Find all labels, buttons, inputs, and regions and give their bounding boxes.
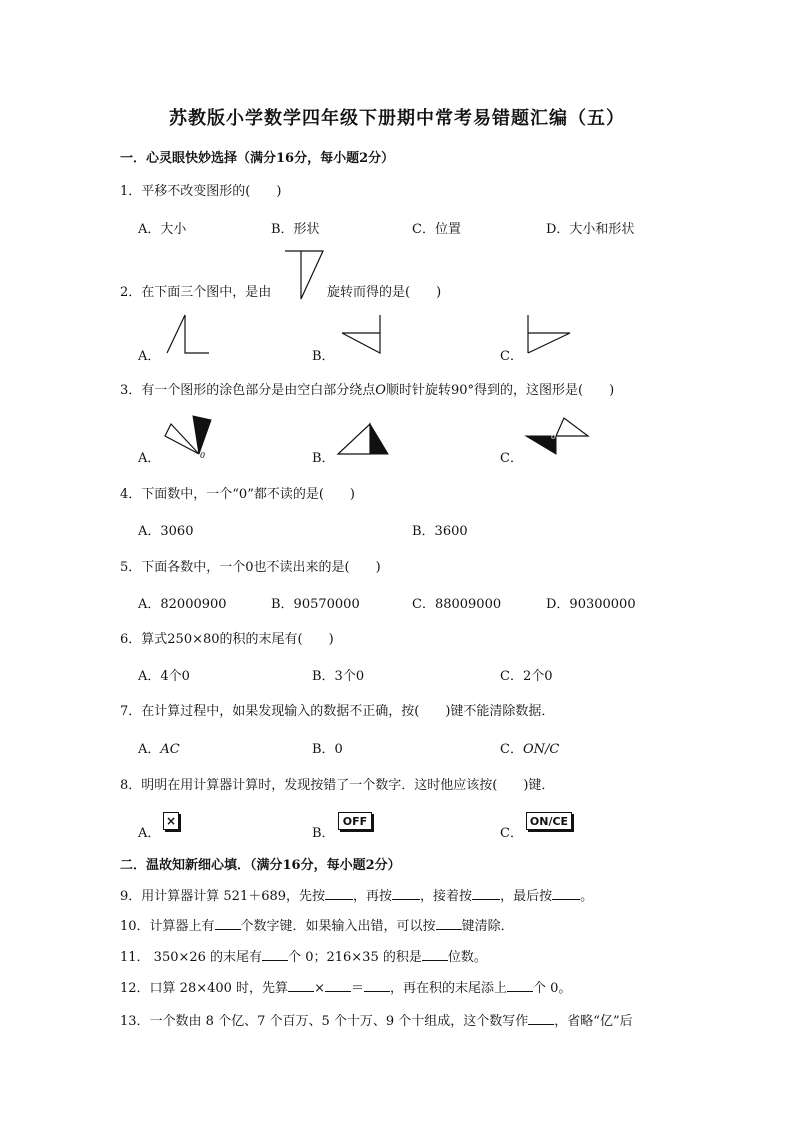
question-6-option-c: C．2个0: [500, 669, 553, 684]
question-1-option-d: D．大小和形状: [546, 222, 635, 237]
question-7-stem: 7．在计算过程中，如果发现输入的数据不正确，按( )键不能清除数据．: [120, 704, 555, 719]
question-9-text-2: ，再按: [353, 889, 393, 904]
question-3-figure-c: [524, 414, 592, 458]
question-5-option-a: A．82000900: [138, 597, 227, 612]
question-9-text-1: 9．用计算器计算 521＋689，先按: [120, 889, 326, 904]
question-8-option-a: A．: [138, 826, 161, 841]
question-11-text-3: 位数。: [447, 950, 487, 965]
answer-blank[interactable]: [288, 979, 314, 992]
question-12-text-5: 个 0。: [533, 981, 572, 996]
question-12-text-2: ×: [314, 981, 325, 996]
question-13-text-1: 13．一个数由 8 个亿、7 个百万、5 个十万、9 个十组成，这个数写作: [120, 1014, 529, 1029]
answer-blank[interactable]: [436, 917, 462, 930]
question-12-text-1: 12．口算 28×400 时，先算: [120, 981, 289, 996]
answer-blank[interactable]: [507, 979, 533, 992]
answer-blank[interactable]: [215, 917, 241, 930]
answer-blank[interactable]: [325, 979, 351, 992]
question-5-option-d: D．90300000: [546, 597, 636, 612]
question-7-option-a: [138, 738, 180, 757]
question-2-option-b: B．: [312, 349, 335, 364]
question-11-text-2: 个 0；216×35 的积是: [288, 950, 422, 965]
question-1-option-c: C．位置: [412, 222, 461, 237]
question-9-text-3: ，接着按: [420, 889, 473, 904]
section-heading-fill-in: 二．温故知新细心填．（满分16分，每小题2分）: [120, 858, 401, 873]
question-9-text-5: 。: [580, 889, 594, 904]
question-2-reference-figure: [283, 249, 325, 301]
question-2-stem-start: 2．在下面三个图中，是由: [120, 285, 272, 300]
question-2-stem-end: 旋转而得的是( ): [327, 285, 442, 300]
question-3-figure-b: [336, 420, 392, 460]
question-3-option-b: B．: [312, 451, 335, 466]
question-1-option-a: A．大小: [138, 222, 187, 237]
calculator-key-off-icon: OFF: [338, 812, 372, 830]
question-6-option-b: B．3个0: [312, 669, 365, 684]
question-3-option-a: A．: [138, 451, 161, 466]
question-12-text-4: ，再在积的末尾添上: [389, 981, 507, 996]
question-7-option-a-letter: A．: [138, 742, 161, 757]
answer-blank[interactable]: [552, 887, 580, 900]
question-7-option-a-value: AC: [160, 742, 180, 757]
question-3-point-c: 0: [551, 432, 557, 441]
question-4-stem: 4．下面数中，一个“0”都不读的是( ): [120, 487, 355, 502]
question-6-option-a: A．4个0: [138, 669, 190, 684]
question-2-figure-c: [526, 313, 572, 355]
question-7-option-c-value: ON/C: [522, 742, 560, 757]
section-heading-choice: 一．心灵眼快妙选择（满分16分，每小题2分）: [120, 151, 395, 166]
question-13: [120, 1010, 633, 1029]
question-2-option-c: C．: [500, 349, 523, 364]
question-2-figure-b: [340, 313, 386, 355]
question-3-stem-start: [120, 379, 614, 398]
question-10-text-3: 键清除．: [461, 919, 514, 934]
question-8-option-c: C．: [500, 826, 523, 841]
question-5-option-c: C．88009000: [412, 597, 502, 612]
question-11-text-1: 11． 350×26 的末尾有: [120, 950, 263, 965]
question-1-stem: 1．平移不改变图形的( ): [120, 184, 282, 199]
question-8-option-b: B．: [312, 826, 335, 841]
question-3-point-a: 0: [200, 451, 206, 460]
question-3-point-label: O: [375, 383, 386, 398]
question-3-stem-text-end: 顺时针旋转90°得到的，这图形是( ): [385, 383, 615, 398]
question-3-stem-text: 3．有一个图形的涂色部分是由空白部分绕点: [120, 383, 376, 398]
question-7-option-b: B．0: [312, 742, 343, 757]
calculator-key-on-ce-icon: ON/CE: [526, 812, 572, 830]
question-3-option-c: C．: [500, 451, 523, 466]
question-13-text-2: ，省略“亿”后: [554, 1014, 633, 1029]
answer-blank[interactable]: [472, 887, 500, 900]
answer-blank[interactable]: [528, 1012, 554, 1025]
question-9: [120, 885, 593, 904]
question-11: [120, 946, 487, 965]
question-7-option-c-letter: C．: [500, 742, 523, 757]
calculator-key-multiply-icon: ×: [163, 812, 179, 830]
question-10: [120, 915, 514, 934]
question-5-stem: 5．下面各数中，一个0也不读出来的是( ): [120, 560, 381, 575]
answer-blank[interactable]: [262, 948, 288, 961]
page-title: 苏教版小学数学四年级下册期中常考易错题汇编（五）: [169, 108, 625, 129]
question-5-option-b: B．90570000: [271, 597, 360, 612]
question-12-text-3: ＝: [350, 981, 364, 996]
question-4-option-b: B．3600: [412, 524, 468, 539]
question-2-figure-a: [165, 313, 211, 355]
question-10-text-1: 10．计算器上有: [120, 919, 215, 934]
question-3-figure-a: [163, 414, 215, 460]
answer-blank[interactable]: [422, 948, 448, 961]
question-10-text-2: 个数字键．如果输入出错，可以按: [240, 919, 436, 934]
question-9-text-4: ，最后按: [500, 889, 553, 904]
question-2-option-a: A．: [138, 349, 161, 364]
answer-blank[interactable]: [325, 887, 353, 900]
question-8-stem: 8．明明在用计算器计算时，发现按错了一个数字．这时他应该按( )键．: [120, 778, 555, 793]
question-4-option-a: A．3060: [138, 524, 194, 539]
question-12: [120, 977, 571, 996]
question-1-option-b: B．形状: [271, 222, 320, 237]
answer-blank[interactable]: [364, 979, 390, 992]
question-7-option-c: [500, 738, 559, 757]
question-6-stem: 6．算式250×80的积的末尾有( ): [120, 632, 334, 647]
answer-blank[interactable]: [392, 887, 420, 900]
